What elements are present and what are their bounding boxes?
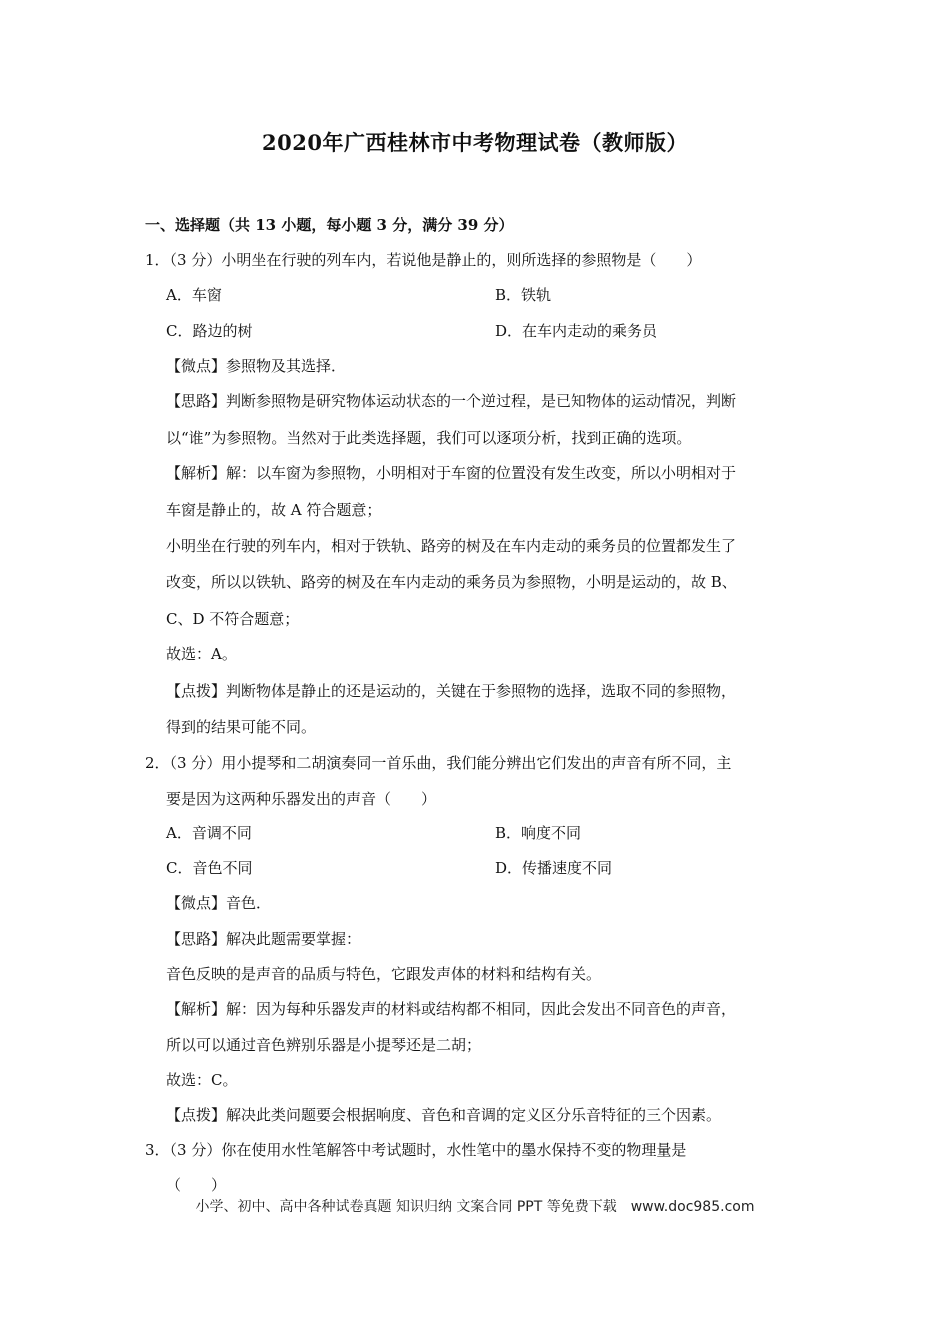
- question-1-weidian: 【微点】参照物及其选择．: [166, 357, 347, 375]
- question-2-stem-line-1: 2．（3 分）用小提琴和二胡演奏同一首乐曲，我们能分辨出它们发出的声音有所不同，主: [145, 754, 732, 772]
- question-1-jiexi-line-1: 【解析】解：以车窗为参照物，小明相对于车窗的位置没有发生改变，所以小明相对于: [166, 464, 737, 482]
- question-1-option-d: D．在车内走动的乘务员: [495, 322, 658, 340]
- question-2-stem-line-2: 要是因为这两种乐器发出的声音（ ）: [166, 790, 437, 808]
- question-1-silu-line-2: 以“谁”为参照物。当然对于此类选择题，我们可以逐项分析，找到正确的选项。: [166, 429, 692, 447]
- question-1-jiexi-line-3: 小明坐在行驶的列车内，相对于铁轨、路旁的树及在车内走动的乘务员的位置都发生了: [166, 537, 737, 555]
- question-2-dianbo: 【点拨】解决此类问题要会根据响度、音色和音调的定义区分乐音特征的三个因素。: [166, 1106, 722, 1124]
- section-heading: 一、选择题（共 13 小题，每小题 3 分，满分 39 分）: [145, 216, 514, 234]
- question-2-answer: 故选：C。: [166, 1071, 238, 1089]
- question-1-option-c: C．路边的树: [166, 322, 253, 340]
- question-3-stem-line-2: （ ）: [166, 1176, 227, 1194]
- question-1-stem: 1．（3 分）小明坐在行驶的列车内，若说他是静止的，则所选择的参照物是（ ）: [145, 251, 702, 269]
- question-1-option-a: A．车窗: [166, 286, 222, 304]
- question-1-option-b: B．铁轨: [495, 286, 552, 304]
- question-1-dianbo-line-1: 【点拨】判断物体是静止的还是运动的，关键在于参照物的选择，选取不同的参照物，: [166, 682, 737, 700]
- question-3-stem-line-1: 3．（3 分）你在使用水性笔解答中考试题时，水性笔中的墨水保持不变的物理量是: [145, 1141, 687, 1159]
- question-1-jiexi-line-5: C、D 不符合题意；: [166, 610, 300, 628]
- question-2-weidian: 【微点】音色．: [166, 894, 272, 912]
- question-2-jiexi-line-1: 【解析】解：因为每种乐器发声的材料或结构都不相同，因此会发出不同音色的声音，: [166, 1000, 737, 1018]
- page-footer: 小学、初中、高中各种试卷真题 知识归纳 文案合同 PPT 等免费下载 www.doc985.com: [195, 1199, 755, 1215]
- question-2-silu-line-1: 【思路】解决此题需要掌握：: [166, 930, 362, 948]
- question-1-dianbo-line-2: 得到的结果可能不同。: [166, 718, 317, 736]
- question-1-answer: 故选：A。: [166, 645, 237, 663]
- page-title: 2020年广西桂林市中考物理试卷（教师版）: [262, 130, 688, 155]
- question-2-silu-line-2: 音色反映的是声音的品质与特色，它跟发声体的材料和结构有关。: [166, 965, 602, 983]
- question-2-option-d: D．传播速度不同: [495, 859, 613, 877]
- question-2-jiexi-line-2: 所以可以通过音色辨别乐器是小提琴还是二胡；: [166, 1036, 482, 1054]
- question-2-option-b: B．响度不同: [495, 824, 582, 842]
- question-2-option-c: C．音色不同: [166, 859, 253, 877]
- question-1-jiexi-line-2: 车窗是静止的，故 A 符合题意；: [166, 501, 382, 519]
- question-1-silu-line-1: 【思路】判断参照物是研究物体运动状态的一个逆过程，是已知物体的运动情况，判断: [166, 392, 737, 410]
- question-1-jiexi-line-4: 改变，所以以铁轨、路旁的树及在车内走动的乘务员为参照物，小明是运动的，故 B、: [166, 573, 737, 591]
- question-2-option-a: A．音调不同: [166, 824, 252, 842]
